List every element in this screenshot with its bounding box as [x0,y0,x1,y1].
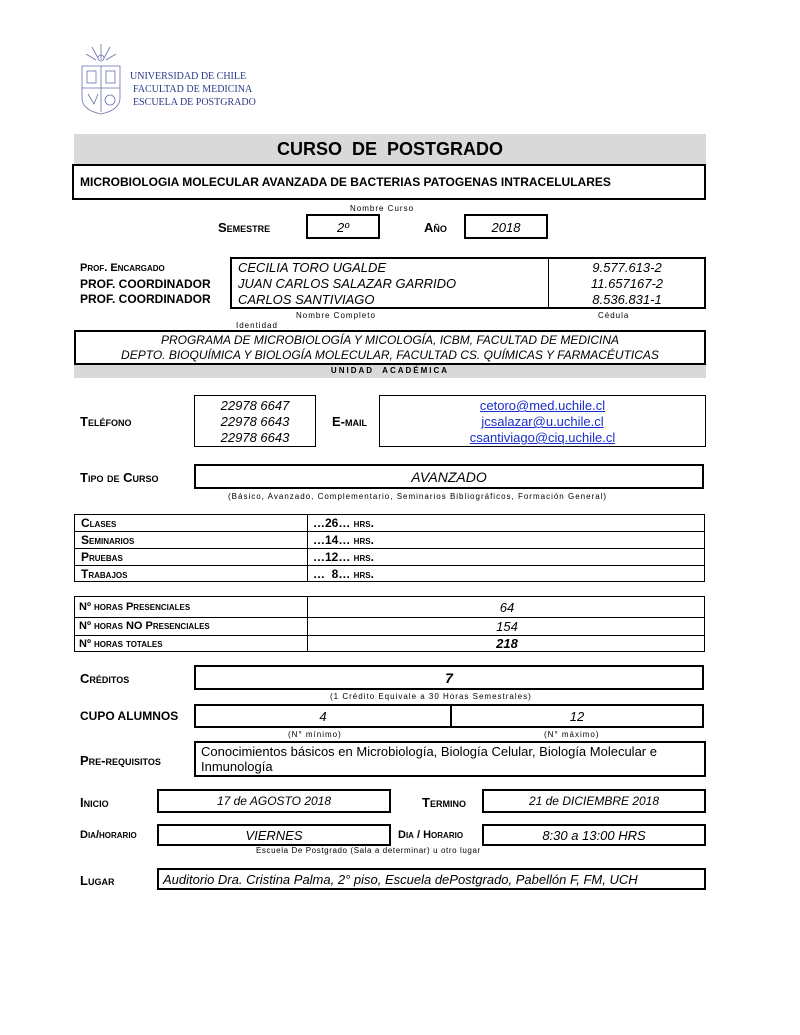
cupo-label: CUPO ALUMNOS [80,709,179,723]
semester-label: Semestre [218,220,271,235]
place-label: Lugar [80,873,115,888]
total-hours-label-2: Nº horas NO Presenciales [79,620,210,632]
course-type-caption: (Básico, Avanzado, Complementario, Seminarios Bibliográficos, Formación General) [228,492,608,501]
hours-label-2: Seminarios [81,533,135,547]
email-label: E-mail [332,414,367,429]
prof-cedula-caption: Cédula [598,311,630,320]
hours-value-4: … 8… hrs. [313,567,374,581]
hours-label-4: Trabajos [81,567,128,581]
prof-role-1: Prof. Encargado [80,262,165,274]
time-label: Dia / Horario [398,829,464,841]
prereq-label: Pre-requisitos [80,753,161,768]
prof-id-1: 9.577.613-2 [592,260,662,275]
phone-label: Teléfono [80,414,132,429]
total-hours-label-1: Nº horas Presenciales [79,601,191,613]
university-seal-icon [78,42,124,116]
prof-name-2: JUAN CARLOS SALAZAR GARRIDO [238,276,457,291]
prof-role-3: PROF. COORDINADOR [80,292,211,306]
course-type-box [194,464,704,489]
course-name-box [72,164,706,200]
credits-label: Créditos [80,671,130,686]
start-value: 17 de AGOSTO 2018 [216,794,332,808]
time-value: 8:30 a 13:00 HRS [542,828,646,843]
prof-name-1: CECILIA TORO UGALDE [238,260,387,275]
cupo-max-value: 12 [569,709,585,724]
prereq-value: Conocimientos básicos en Microbiología, Biología Celular, Biología Molecular e Inmunología [201,744,657,774]
total-hours-value-2: 154 [496,619,518,634]
hours-table [74,514,705,582]
place-box [157,868,706,890]
start-label: Inicio [80,795,109,810]
email-link-3[interactable]: csantiviago@ciq.uchile.cl [469,430,616,445]
hours-value-3: …12… hrs. [313,550,374,564]
total-hours-label-3: Nº horas totales [79,638,163,650]
day-value: VIERNES [245,828,303,843]
univ-line-2: FACULTAD DE MEDICINA [133,84,253,95]
place-value: Auditorio Dra. Cristina Palma, 2° piso, Escuela dePostgrado, Pabellón F, FM, UCH [163,872,638,887]
hours-label-3: Pruebas [81,550,123,564]
end-label: Termino [422,795,466,810]
univ-line-1: UNIVERSIDAD DE CHILE [130,71,247,82]
page-title: CURSO DE POSTGRADO [276,139,504,159]
credits-value: 7 [445,670,453,686]
prof-name-caption: Nombre Completo [296,311,376,320]
phone-box [194,395,316,447]
total-hours-value-3: 218 [496,636,518,651]
phone-1: 22978 6647 [220,398,290,413]
academic-unit-line-1: PROGRAMA DE MICROBIOLOGÍA Y MICOLOGÍA, ICBM, FACULTAD DE MEDICINA [160,333,620,347]
email-box [379,395,706,447]
day-label: Dia/horario [80,829,137,841]
time-box [482,824,706,846]
total-hours-value-1: 64 [499,600,515,615]
course-type-value: AVANZADO [411,469,487,485]
cupo-max-caption: (N° máximo) [544,730,600,739]
phone-2: 22978 6643 [220,414,290,429]
year-label: Año [424,220,447,235]
start-box [157,789,391,813]
cupo-box [194,704,704,728]
schedule-caption: Escuela De Postgrado (Sala a determinar) u otro lugar [256,846,481,855]
academic-unit-box [74,330,706,365]
university-name [130,70,256,109]
cupo-min-value: 4 [319,709,327,724]
prof-role-2: PROF. COORDINADOR [80,277,211,291]
semester-value-box [306,214,380,239]
prof-id-3: 8.536.831-1 [592,292,662,307]
credits-box [194,665,704,690]
prof-id-2: 11.657167-2 [590,276,664,291]
prof-identidad-caption: Identidad [236,321,278,330]
hours-value-2: …14… hrs. [313,533,374,547]
univ-line-3: ESCUELA DE POSTGRADO [133,97,256,108]
year-value: 2018 [491,220,521,235]
end-value: 21 de DICIEMBRE 2018 [528,794,660,808]
credits-caption: (1 Crédito Equivale a 30 Horas Semestrales) [330,692,532,701]
professors-table [230,257,706,309]
cupo-min-caption: (N° mínimo) [288,730,342,739]
email-link-1[interactable]: cetoro@med.uchile.cl [479,398,606,413]
hours-value-1: …26… hrs. [313,516,374,530]
year-value-box [464,214,548,239]
academic-unit-caption: UNIDAD ACADÉMICA [330,366,450,375]
semester-value: 2º [337,220,349,235]
end-box [482,789,706,813]
academic-unit-line-2: DEPTO. BIOQUÍMICA Y BIOLOGÍA MOLECULAR, FACULTAD CS. QUÍMICAS Y FARMACÉUTICAS [121,348,659,362]
total-hours-table [74,596,705,652]
day-box [157,824,391,846]
prereq-box [194,741,706,777]
hours-label-1: Clases [81,516,117,530]
course-name-caption: Nombre Curso [350,204,415,213]
prof-name-3: CARLOS SANTIVIAGO [238,292,375,307]
course-type-label: Tipo de Curso [80,470,159,485]
email-link-2[interactable]: jcsalazar@u.uchile.cl [481,414,604,429]
course-name: MICROBIOLOGIA MOLECULAR AVANZADA DE BACTERIAS PATOGENAS INTRACELULARES [80,175,611,189]
phone-3: 22978 6643 [220,430,290,445]
